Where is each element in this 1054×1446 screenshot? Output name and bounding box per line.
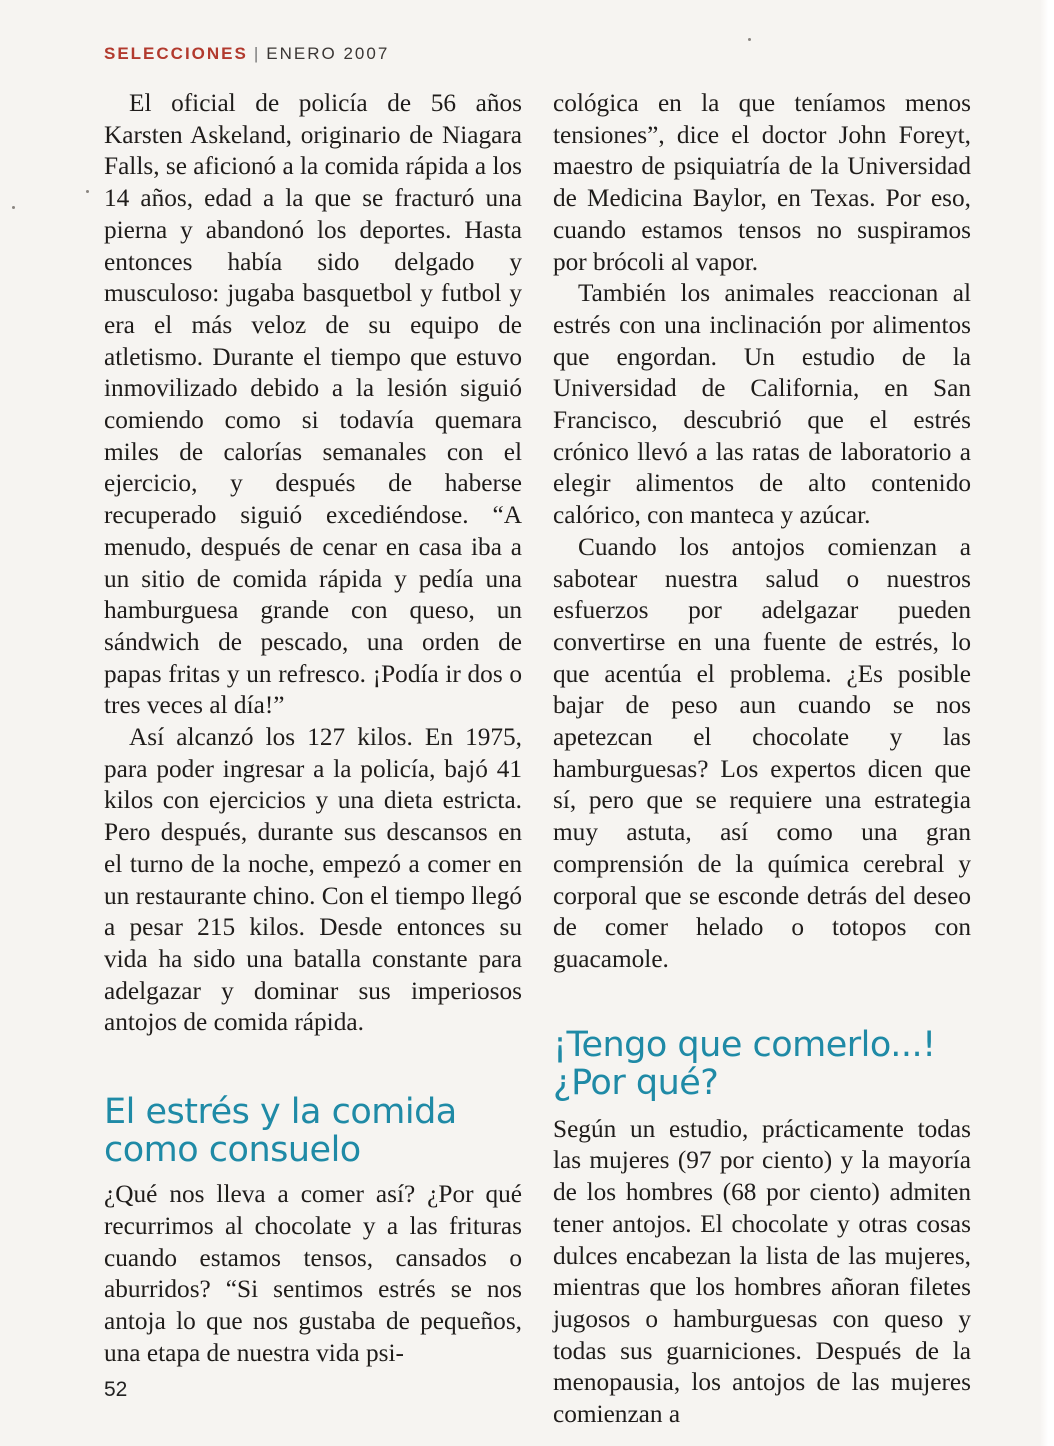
- section-heading-stress-line2: como consuelo: [104, 1130, 361, 1171]
- paragraph-askeland-weight: Así alcanzó los 127 kilos. En 1975, para poder ingresar a la policía, bajó 41 kilos con ejercicios y una dieta estricta. Pero después, durante sus descansos en el turno de la noche, empezó a comer en un restaurante chino. Con el tiempo llegó a pesar 215 kilos. Desde entonces su vida ha sido una batalla constante para adelgazar y dominar sus imperiosos antojos de comida rápida.: [104, 723, 522, 1037]
- paper-speck: [86, 190, 89, 193]
- page-number: 52: [104, 1378, 128, 1401]
- header-separator: |: [253, 44, 261, 63]
- section-heading-why-line1: ¡Tengo que comerlo...!: [553, 1024, 936, 1065]
- paragraph-cravings-study: Según un estudio, prácticamente todas las mujeres (97 por ciento) y la mayoría de los hombres (68 por ciento) admiten tener antojos. El chocolate y otras cosas dulces encabezan la lista de las mujeres, mientras que los hombres añoran filetes jugosos o hamburguesas con queso y todas sus guarniciones. Después de la menopausia, los antojos de las mujeres comienzan a: [553, 1114, 971, 1429]
- section-heading-why-line2: ¿Por qué?: [553, 1062, 719, 1103]
- paragraph-foreyt-quote: cológica en la que teníamos menos tensiones”, dice el doctor John Foreyt, maestro de psiquiatría de la Universidad de Medicina Baylor, en Texas. Por eso, cuando estamos tensos no suspiramos por brócoli al vapor.: [553, 89, 971, 276]
- left-column: [104, 88, 522, 1369]
- paragraph-askeland-intro: El oficial de policía de 56 años Karsten Askeland, originario de Niagara Falls, se aficionó a la comida rápida a los 14 años, edad a la que se fracturó una pierna y abandonó los deportes. Hasta entonces había sido delgado y musculoso: jugaba basquetbol y futbol y era el más veloz de su equipo de atletismo. Durante el tiempo que estuvo inmovilizado debido a la lesión siguió comiendo como si todavía quemara miles de calorías semanales con el ejercicio, y después de haberse recuperado siguió excediéndose. “A menudo, después de cenar en casa iba a un sitio de comida rápida y pedía una hamburguesa grande con queso, un sándwich de pescado, una orden de papas fritas y un refresco. ¡Podía ir dos o tres veces al día!”: [104, 89, 522, 720]
- paper-speck: [12, 206, 15, 209]
- issue-date: ENERO 2007: [266, 44, 390, 63]
- paper-speck: [748, 38, 751, 41]
- torn-edge: [1040, 0, 1054, 1446]
- paragraph-animals-study: También los animales reaccionan al estrés con una inclinación por alimentos que engordan. Un estudio de la Universidad de California, en San Francisco, descubrió que el estrés crónico llevó a las ratas de laboratorio a elegir alimentos de alto contenido calórico, con manteca y azúcar.: [553, 279, 971, 530]
- section-heading-why: [553, 1026, 971, 1102]
- right-column: [553, 88, 971, 1431]
- magazine-name: SELECCIONES: [104, 44, 248, 63]
- running-header: [104, 44, 389, 64]
- paragraph-cravings-problem: Cuando los antojos comienzan a sabotear nuestra salud o nuestros esfuerzos por adelgazar pueden convertirse en una fuente de estrés, lo que acentúa el problema. ¿Es posible bajar de peso aun cuando se nos apetezcan el chocolate y las hamburguesas? Los expertos dicen que sí, pero que se requiere una estrategia muy astuta, así como una gran comprensión de la química cerebral y corporal que se esconde detrás del deseo de comer helado o totopos con guacamole.: [553, 532, 971, 973]
- section-heading-stress: [104, 1093, 522, 1169]
- section-heading-stress-line1: El estrés y la comida: [104, 1092, 457, 1133]
- paragraph-stress-question: ¿Qué nos lleva a comer así? ¿Por qué recurrimos al chocolate y a las frituras cuando estamos tensos, cansados o aburridos? “Si sentimos estrés se nos antoja lo que nos gustaba de pequeños, una etapa de nuestra vida psi-: [104, 1180, 522, 1367]
